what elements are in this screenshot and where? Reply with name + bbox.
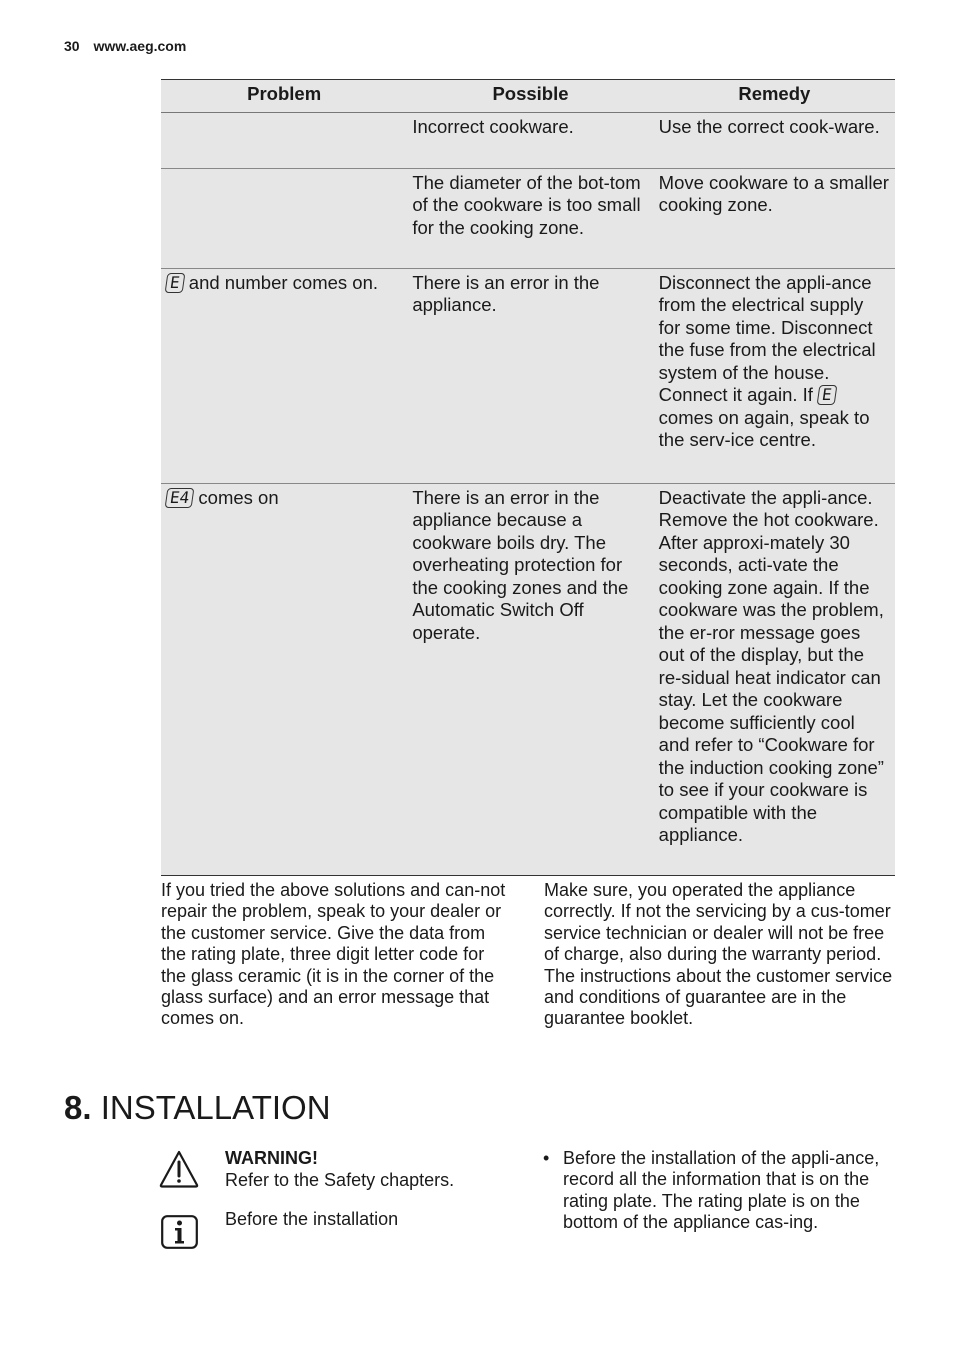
bullet-marker: • [543,1148,550,1168]
table-header-row [161,80,895,113]
section-title [64,1089,331,1127]
column-header-remedy: Remedy [654,80,895,113]
column-header-possible: Possible [407,80,653,113]
section-title-text: INSTALLATION [100,1089,331,1126]
cell-remedy [654,268,895,483]
info-icon [161,1215,198,1249]
section-number: 8. [64,1089,92,1126]
error-code-display-icon: E [165,273,185,293]
bullet-text: Before the installation of the appli-ance, record all the information that is on the rating plate. The rating plate is on the bottom of the appliance cas-ing. [563,1148,880,1233]
error-code-display-icon: E4 [165,488,195,508]
page-header [64,38,186,54]
troubleshooting-table [161,79,895,876]
cell-remedy: Move cookware to a smaller cooking zone. [654,168,895,268]
cell-problem [161,112,407,168]
cell-problem-text: and number comes on. [183,271,378,293]
page-number: 30 [64,38,80,54]
table-row [161,112,895,168]
table-row [161,483,895,875]
info-text: Before the installation [225,1209,399,1229]
service-advice-text: If you tried the above solutions and can-not repair the problem, speak to your dealer or the customer service. Give the data from the rating plate, three digit letter code for the glass ceramic (it is in the corner of the glass surface) and an error message that comes on. [161,880,506,1029]
warning-title: WARNING! [225,1148,318,1168]
warning-text: Refer to the Safety chapters. [225,1170,455,1190]
column-header-problem: Problem [161,80,407,113]
cell-problem [161,483,407,875]
cell-possible: There is an error in the appliance. [407,268,653,483]
cell-possible: Incorrect cookware. [407,112,653,168]
warning-triangle-icon [159,1150,199,1188]
cell-problem [161,168,407,268]
table-row [161,268,895,483]
cell-remedy-text-a: Disconnect the appli-ance from the electrical supply for some time. Disconnect the fuse from the electrical system of the house. Connect it again. If [658,271,876,405]
site-url: www.aeg.com [93,38,187,54]
cell-possible: There is an error in the appliance because a cookware boils dry. The overheating protection for the cooking zones and the Automatic Switch Off operate. [407,483,653,875]
cell-remedy-text-b: comes on again, speak to the serv-ice centre. [658,406,870,450]
warranty-note-text: Make sure, you operated the appliance correctly. If not the servicing by a cus-tomer service technician or dealer will not be free of charge, also during the warranty period. The instructions about the customer service and conditions of guarantee are in the guarantee booklet. [544,880,893,1029]
error-code-display-icon: E [817,385,837,405]
cell-possible: The diameter of the bot-tom of the cookware is too small for the cooking zone. [407,168,653,268]
table-row [161,168,895,268]
cell-remedy: Use the correct cook-ware. [654,112,895,168]
cell-remedy: Deactivate the appli-ance. Remove the hot cookware. After approxi-mately 30 seconds, acti-vate the cooking zone again. If the cookware was the problem, the er-ror message goes out of the display, but the re-sidual heat indicator can stay. Let the cookware become sufficiently cool and refer to “Cookware for the induction cooking zone” to see if your cookware is compatible with the appliance. [654,483,895,875]
cell-problem [161,268,407,483]
cell-problem-text: comes on [193,486,279,508]
